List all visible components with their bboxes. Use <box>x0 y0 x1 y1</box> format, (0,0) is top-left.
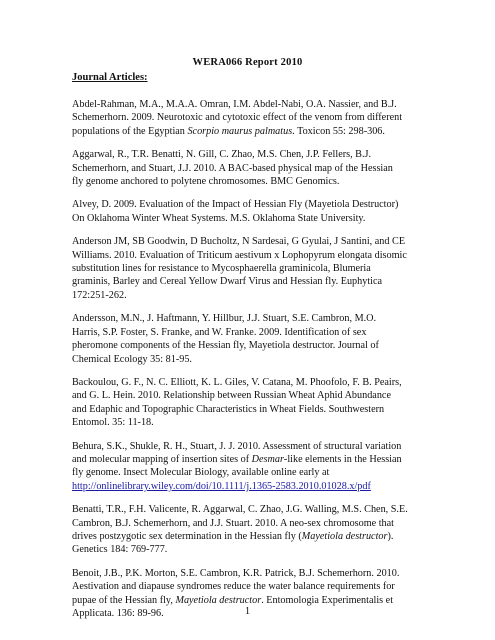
doi-link[interactable]: http://onlinelibrary.wiley.com/doi/10.1111/j.1365-2583.2010.01028.x/pdf <box>72 480 371 492</box>
reference-text: ). <box>387 530 394 542</box>
reference-line <box>72 440 442 453</box>
reference-text: and Edaphic and Topographic Characteristics in Wheat Fields. Southwestern <box>72 403 385 415</box>
reference-text: Entomol. 35: 11-18. <box>72 417 154 429</box>
reference-text: On Oklahoma Winter Wheat Systems. M.S. Oklahoma State University. <box>72 212 366 224</box>
reference-line <box>72 98 442 111</box>
reference-line <box>72 530 442 543</box>
reference-text: drives postzygotic sex determination in the Hessian fly ( <box>72 530 302 542</box>
reference-text: Genetics 184: 769-777. <box>72 544 168 556</box>
reference-text: Applicata. 136: 89-96. <box>72 608 164 619</box>
report-title: WERA066 Report 2010 <box>192 57 303 68</box>
reference-line <box>72 198 442 211</box>
reference-text: Backoulou, G. F., N. C. Elliott, K. L. Giles, V. Catana, M. Phoofolo, F. B. Peairs, <box>72 376 402 388</box>
reference-text: pupae of the Hessian fly, <box>72 594 176 606</box>
reference-text: substitution lines for resistance to Mycosphaerella graminicola, Blumeria <box>72 263 371 275</box>
reference-text: populations of the Egyptian <box>72 125 188 137</box>
reference-line <box>72 567 442 580</box>
reference-text: Williams. 2010. Evaluation of Triticum aestivum x Lophopyrum elongata disomic <box>72 249 407 261</box>
reference-line <box>72 376 442 389</box>
reference-entry <box>72 235 442 302</box>
reference-text: Schemerhorn. 2009. Neurotoxic and cytotoxic effect of the venom from different <box>72 112 403 124</box>
reference-text: Aestivation and diapause syndromes reduce the water balance requirements for <box>72 581 395 593</box>
reference-line <box>72 503 442 516</box>
reference-line <box>72 517 442 530</box>
reference-line <box>72 175 442 188</box>
reference-entry <box>72 503 442 557</box>
reference-text: Behura, S.K., Shukle, R. H., Stuart, J. J. 2010. Assessment of structural variation <box>72 440 402 452</box>
reference-text: Alvey, D. 2009. Evaluation of the Impact of Hessian Fly (Mayetiola Destructor) <box>72 199 399 211</box>
reference-entry <box>72 312 442 366</box>
reference-entry <box>72 98 442 138</box>
reference-line <box>72 212 442 225</box>
reference-line <box>72 480 442 493</box>
reference-text: and G. L. Hein. 2010. Relationship between Russian Wheat Aphid Abundance <box>72 390 391 402</box>
reference-line <box>72 262 442 275</box>
reference-text: pheromone components of the Hessian fly, Mayetiola destructor. Journal of <box>72 340 379 352</box>
italic-text: Desmar <box>251 453 284 465</box>
reference-text: graminis, Barley and Cereal Yellow Dwarf Virus and Hessian fly. Euphytica <box>72 276 383 288</box>
reference-text: Benatti, T.R., F.H. Valicente, R. Aggarwal, C. Zhao, J.G. Walling, M.S. Chen, S.E. <box>72 504 408 516</box>
reference-line <box>72 466 442 479</box>
reference-line <box>72 353 442 366</box>
reference-entry <box>72 440 442 494</box>
reference-text: Anderson JM, SB Goodwin, D Bucholtz, N Sardesai, G Gyulai, J Santini, and CE <box>72 236 406 248</box>
reference-line <box>72 312 442 325</box>
reference-line <box>72 249 442 262</box>
reference-line <box>72 416 442 429</box>
reference-text: fly genome. Insect Molecular Biology, available online early at <box>72 467 330 479</box>
reference-text: . Toxicon 55: 298-306. <box>292 125 385 137</box>
reference-list <box>72 98 442 630</box>
reference-text: Chemical Ecology 35: 81-95. <box>72 353 192 365</box>
reference-line <box>72 111 442 124</box>
reference-line <box>72 235 442 248</box>
page-number: 1 <box>244 606 251 617</box>
reference-entry <box>72 198 442 225</box>
reference-text: . Entomologia Experimentalis et <box>261 594 394 606</box>
reference-line <box>72 543 442 556</box>
reference-line <box>72 594 442 607</box>
reference-line <box>72 403 442 416</box>
reference-line <box>72 326 442 339</box>
reference-text: fly genome anchored to polytene chromosomes. BMC Genomics. <box>72 176 340 188</box>
reference-text: and molecular mapping of insertion sites of <box>72 453 252 465</box>
reference-line <box>72 148 442 161</box>
reference-text: -like elements in the Hessian <box>283 453 402 465</box>
reference-entry <box>72 376 442 430</box>
reference-line <box>72 339 442 352</box>
reference-line <box>72 275 442 288</box>
reference-text: Andersson, M.N., J. Haftmann, Y. Hillbur, J.J. Stuart, S.E. Cambron, M.O. <box>72 313 377 325</box>
reference-text: Aggarwal, R., T.R. Benatti, N. Gill, C. Zhao, M.S. Chen, J.P. Fellers, B.J. <box>72 149 372 161</box>
reference-line <box>72 162 442 175</box>
reference-line <box>72 580 442 593</box>
section-heading: Journal Articles: <box>72 72 148 83</box>
reference-text: Harris, S.P. Foster, S. Franke, and W. Franke. 2009. Identification of sex <box>72 326 367 338</box>
reference-text: Abdel-Rahman, M.A., M.A.A. Omran, I.M. Abdel-Nabi, O.A. Nassier, and B.J. <box>72 99 397 110</box>
reference-text: Benoit, J.B., P.K. Morton, S.E. Cambron, K.R. Patrick, B.J. Schemerhorn. 2010. <box>72 567 400 579</box>
reference-line <box>72 389 442 402</box>
italic-text: Scorpio maurus palmatus <box>187 125 293 137</box>
reference-line <box>72 289 442 302</box>
reference-text: 172:251-262. <box>72 289 127 301</box>
italic-text: Mayetiola destructor <box>175 594 262 606</box>
reference-entry <box>72 148 442 188</box>
reference-line <box>72 125 442 138</box>
reference-text: Schemerhorn, and Stuart, J.J. 2010. A BAC-based physical map of the Hessian <box>72 162 393 174</box>
italic-text: Mayetiola destructor <box>301 530 388 542</box>
reference-text: Cambron, B.J. Schemerhorn, and J.J. Stuart. 2010. A neo-sex chromosome that <box>72 517 394 529</box>
reference-line <box>72 453 442 466</box>
